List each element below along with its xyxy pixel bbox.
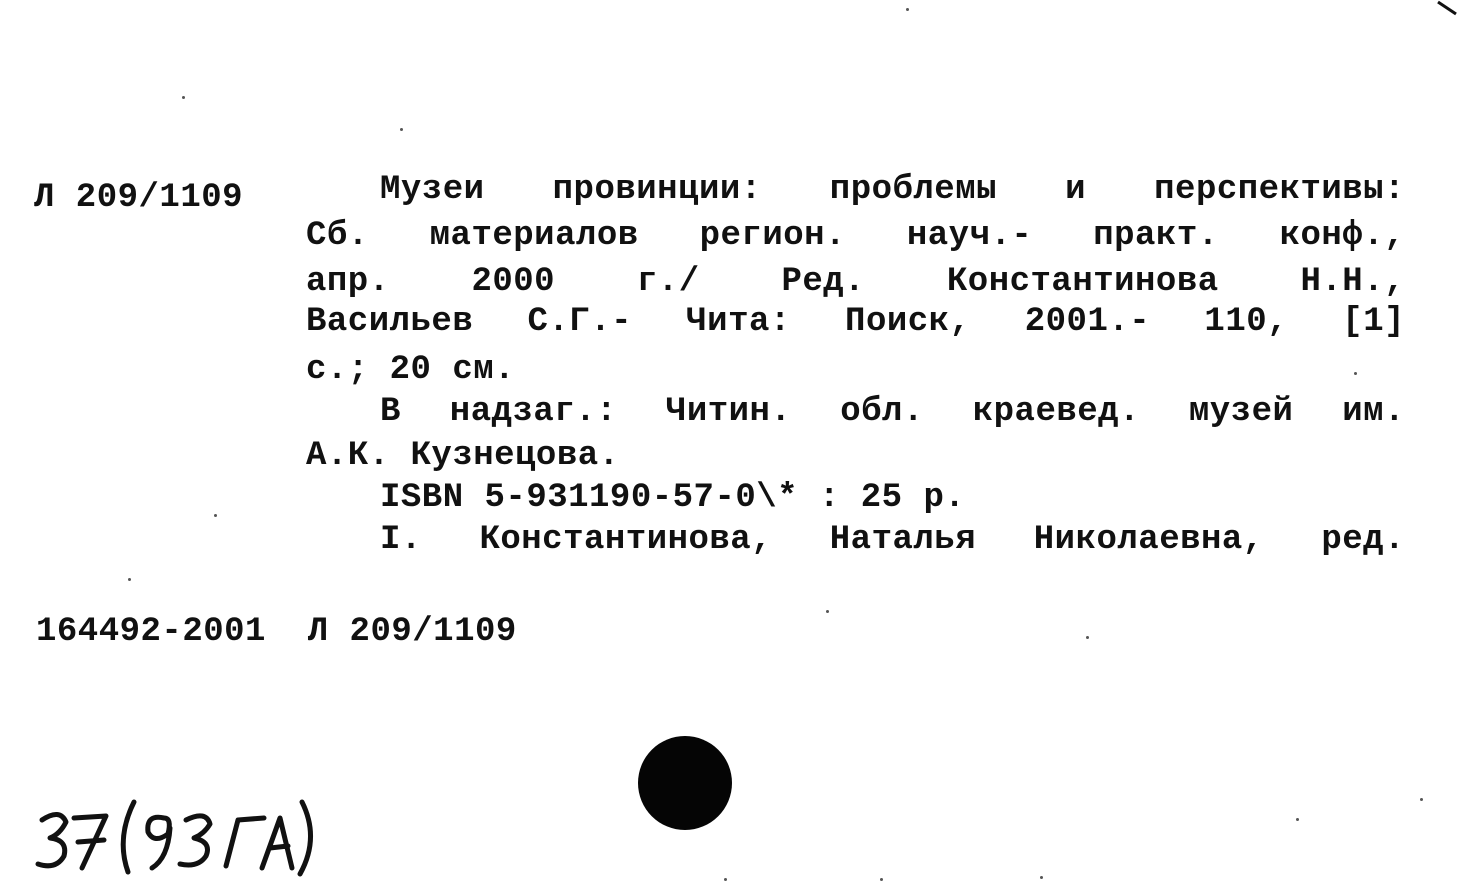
- entry-line-subtitle: Сб. материалов регион. науч.- практ. конф.,: [306, 217, 1405, 255]
- entry-line-isbn: ISBN 5-931190-57-0\* : 25 р.: [380, 479, 966, 517]
- scan-speck: [1420, 798, 1423, 801]
- handwritten-classification: [30, 788, 320, 883]
- scan-speck: [214, 514, 217, 517]
- scan-speck: [880, 878, 883, 881]
- entry-line-tracing: I. Константинова, Наталья Николаевна, ред.: [380, 521, 1405, 559]
- scan-speck: [1040, 876, 1043, 879]
- scan-speck: [1296, 818, 1299, 821]
- handwritten-note-drawing: [30, 788, 320, 878]
- scan-speck: [826, 610, 829, 613]
- scan-speck: [400, 128, 403, 131]
- scan-speck: [128, 578, 131, 581]
- entry-line-title: Музеи провинции: проблемы и перспективы:: [380, 171, 1405, 209]
- corner-mark-drawing: [1436, 0, 1458, 20]
- shelfmark: Л 209/1109: [34, 179, 244, 217]
- entry-line-size: с.; 20 см.: [306, 351, 516, 389]
- punch-hole: [638, 736, 732, 830]
- scan-speck: [1354, 372, 1357, 375]
- scan-speck: [724, 878, 727, 881]
- entry-line-editors: апр. 2000 г./ Ред. Константинова Н.Н.,: [306, 263, 1405, 301]
- scan-speck: [906, 8, 909, 11]
- entry-line-imprint: Васильев С.Г.- Чита: Поиск, 2001.- 110, [1]: [306, 303, 1405, 341]
- entry-line-note: В надзаг.: Читин. обл. краевед. музей им.: [380, 393, 1405, 431]
- scan-speck: [182, 96, 185, 99]
- registration-number: 164492-2001 Л 209/1109: [36, 613, 517, 651]
- entry-line-note-cont: А.К. Кузнецова.: [306, 437, 620, 475]
- scan-speck: [1086, 636, 1089, 639]
- corner-scan-mark: [1436, 0, 1458, 20]
